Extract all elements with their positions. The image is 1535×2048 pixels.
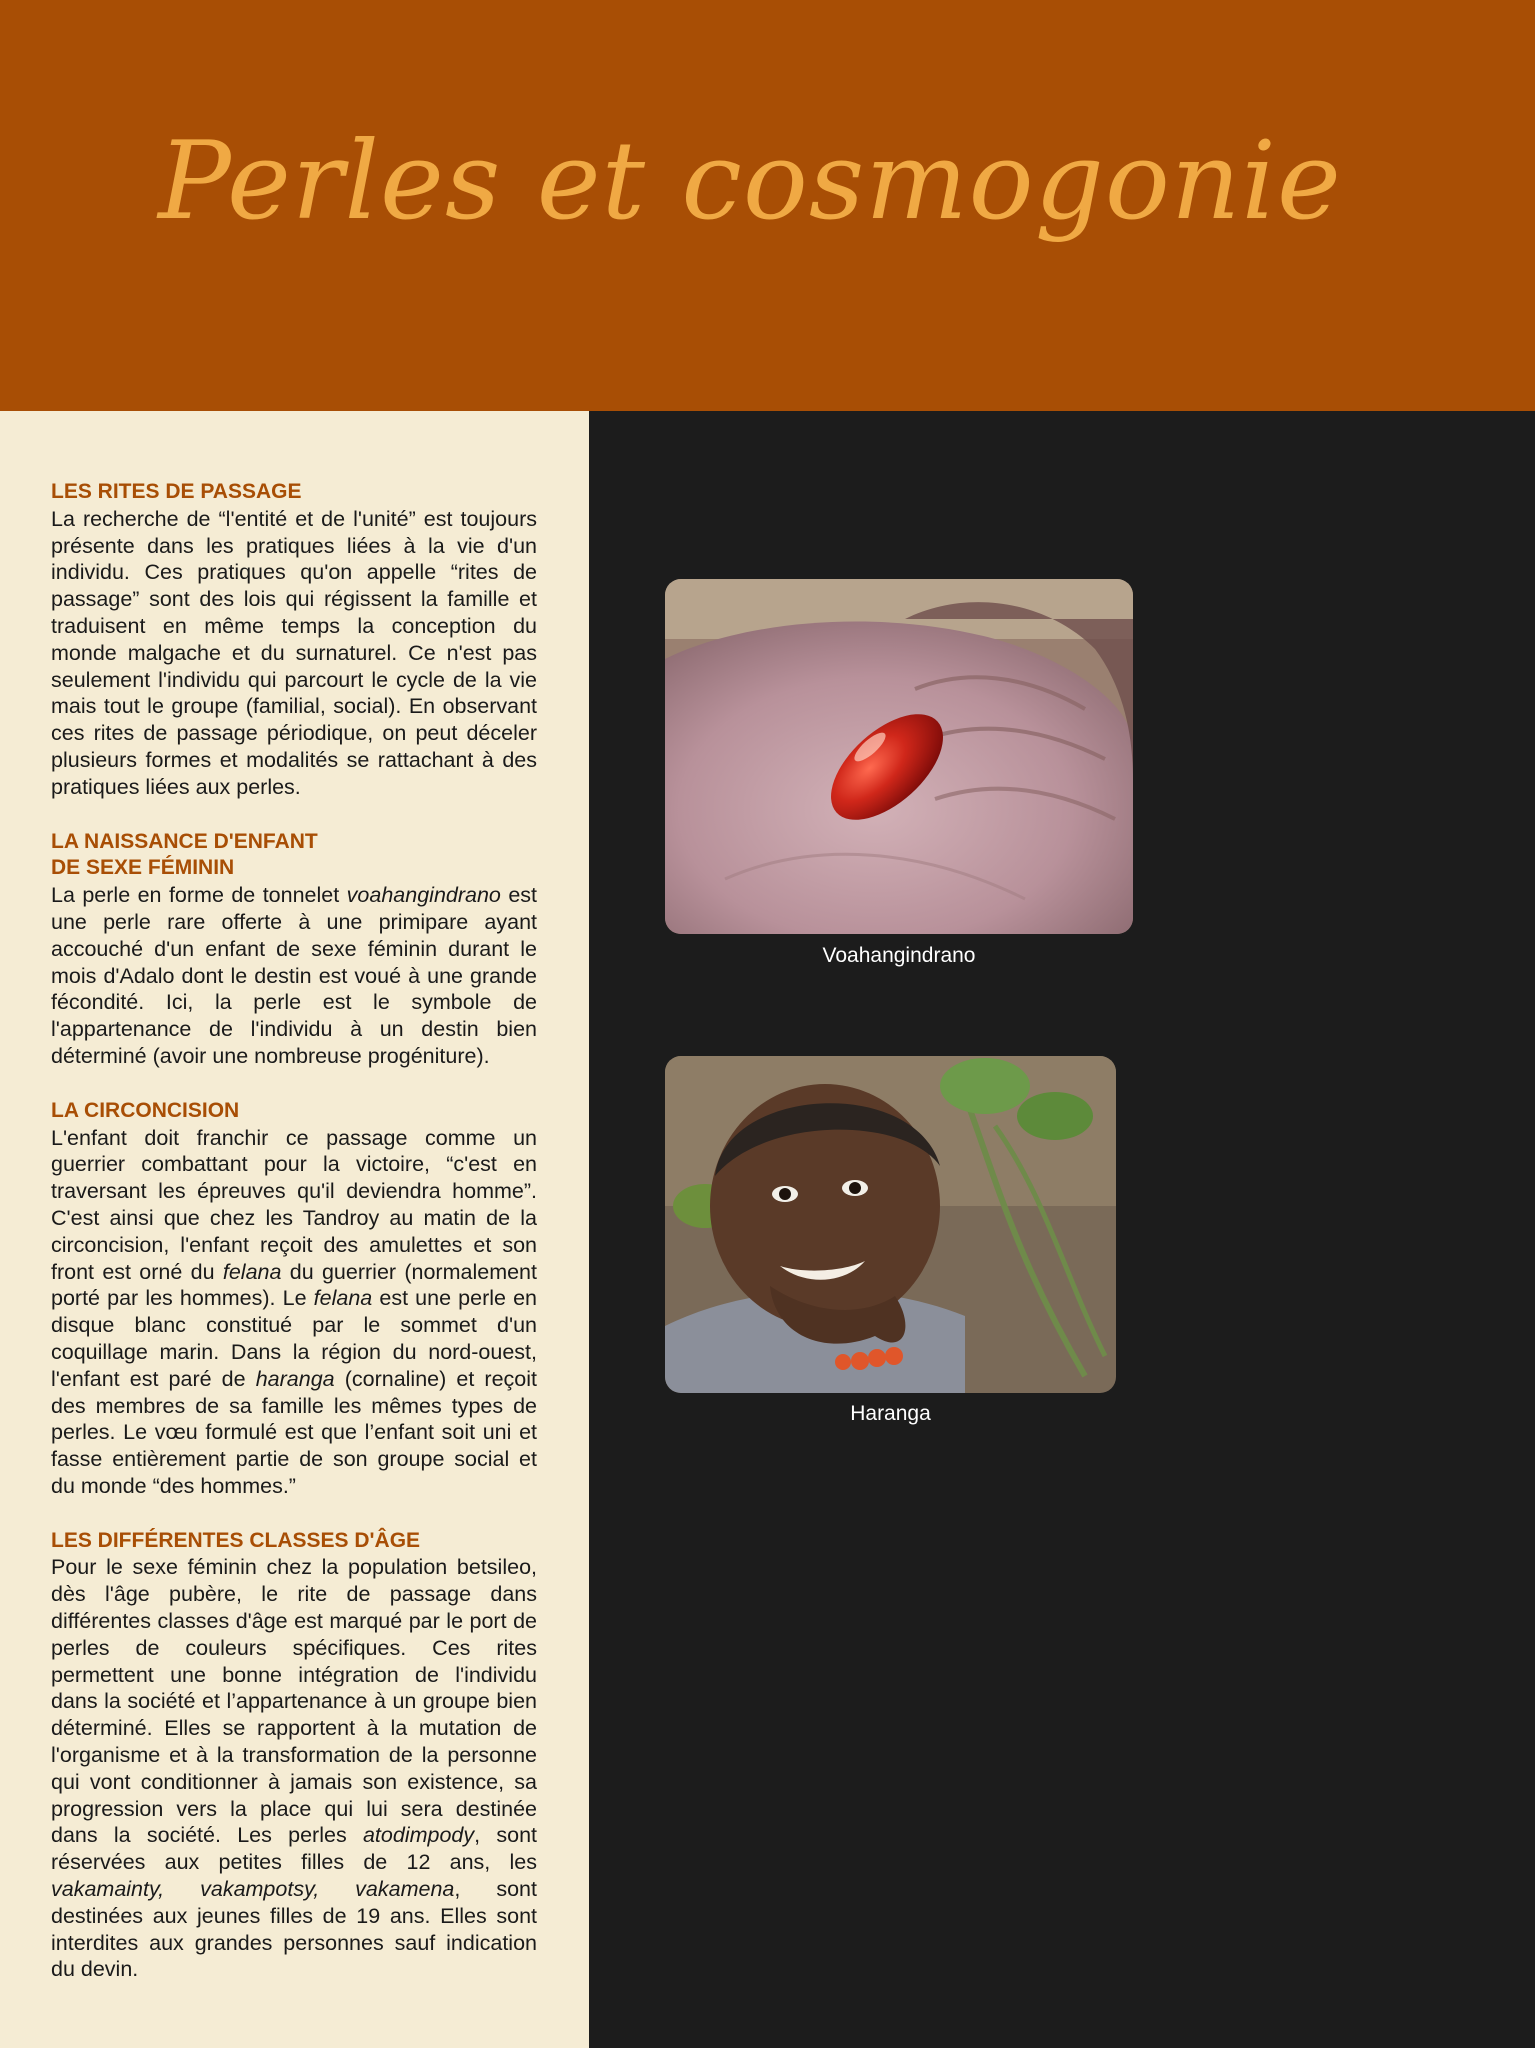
photo-caption: Voahangindrano	[822, 944, 976, 967]
section-paragraph: La recherche de “l'entité et de l'unité” est toujours présente dans les pratiques liées à la vie d'un individu. Ces pratiques qu'on appelle “rites de passage” sont des lois qui régissent la famille et traduisent en même temps la conception du monde malgache et du surnaturel. Ce n'est pas seulement l'individu qui parcourt le cycle de la vie mais tout le groupe (familial, social). En observant ces rites de passage périodique, on peut déceler plusieurs formes et modalités se rattachant à des pratiques liées aux perles.	[51, 506, 537, 799]
section-paragraph: La perle en forme de tonnelet voahangindrano est une perle rare offerte à une primipare ayant accouché d'un enfant de sexe féminin durant le mois d'Adalo dont le destin est voué à une grande fécondité. Ici, la perle est le symbole de l'appartenance de l'individu à un destin bien déterminé (avoir une nombreuse progéniture).	[51, 883, 538, 1068]
section-paragraph: L'enfant doit franchir ce passage comme un guerrier combattant pour la victoire, “c'est en traversant les épreuves qu'il deviendra homme”. C'est ainsi que chez les Tandroy au matin de la circoncision, l'enfant reçoit des amulettes et son front est orné du felana du guerrier (normalement porté par les hommes). Le felana est une perle en disque blanc constitué par le sommet d'un coquillage marin. Dans la région du nord-ouest, l'enfant est paré de haranga (cornaline) et reçoit des membres de sa famille les mêmes types de perles. Le vœu formulé est que l’enfant soit uni et fasse entièrement partie de son groupe social et du monde “des hommes.”	[51, 1125, 538, 1498]
photo-caption: Haranga	[850, 1402, 931, 1425]
section-paragraph: Pour le sexe féminin chez la population betsileo, dès l'âge pubère, le rite de passage dans différentes classes d'âge est marqué par le port de perles de couleurs spécifiques. Ces rites permettent une bonne intégration de l'individu dans la société et l’appartenance à un groupe bien déterminé. Elles se rapportent à la mutation de l'organisme et à la transformation de la personne qui vont conditionner à jamais son existence, sa progression vers la place qui lui sera destinée dans la société. Les perles atodimpody, sont réservées aux petites filles de 12 ans, les vakamainty, vakampotsy, vakamena, sont destinées aux jeunes filles de 19 ans. Elles sont interdites aux grandes personnes sauf indication du devin.	[51, 1555, 537, 1982]
page-title: Perles et cosmogonie	[158, 119, 1342, 244]
smiling-child-image	[665, 1056, 1116, 1393]
red-bead-in-hand-image	[665, 579, 1133, 934]
text-column	[51, 479, 537, 2011]
section-heading: LES RITES DE PASSAGE	[51, 480, 302, 503]
header-banner	[0, 0, 1535, 411]
section-rites-de-passage	[51, 479, 537, 801]
section-naissance	[51, 829, 537, 1070]
section-classes-d-age	[51, 1528, 537, 1984]
section-heading: LA NAISSANCE D'ENFANT DE SEXE FÉMININ	[51, 829, 318, 880]
section-heading: LES DIFFÉRENTES CLASSES D'ÂGE	[51, 1528, 421, 1552]
photo-voahangindrano	[665, 579, 1133, 934]
section-circoncision	[51, 1098, 537, 1500]
photo-haranga	[665, 1056, 1116, 1393]
section-heading: LA CIRCONCISION	[51, 1098, 240, 1122]
